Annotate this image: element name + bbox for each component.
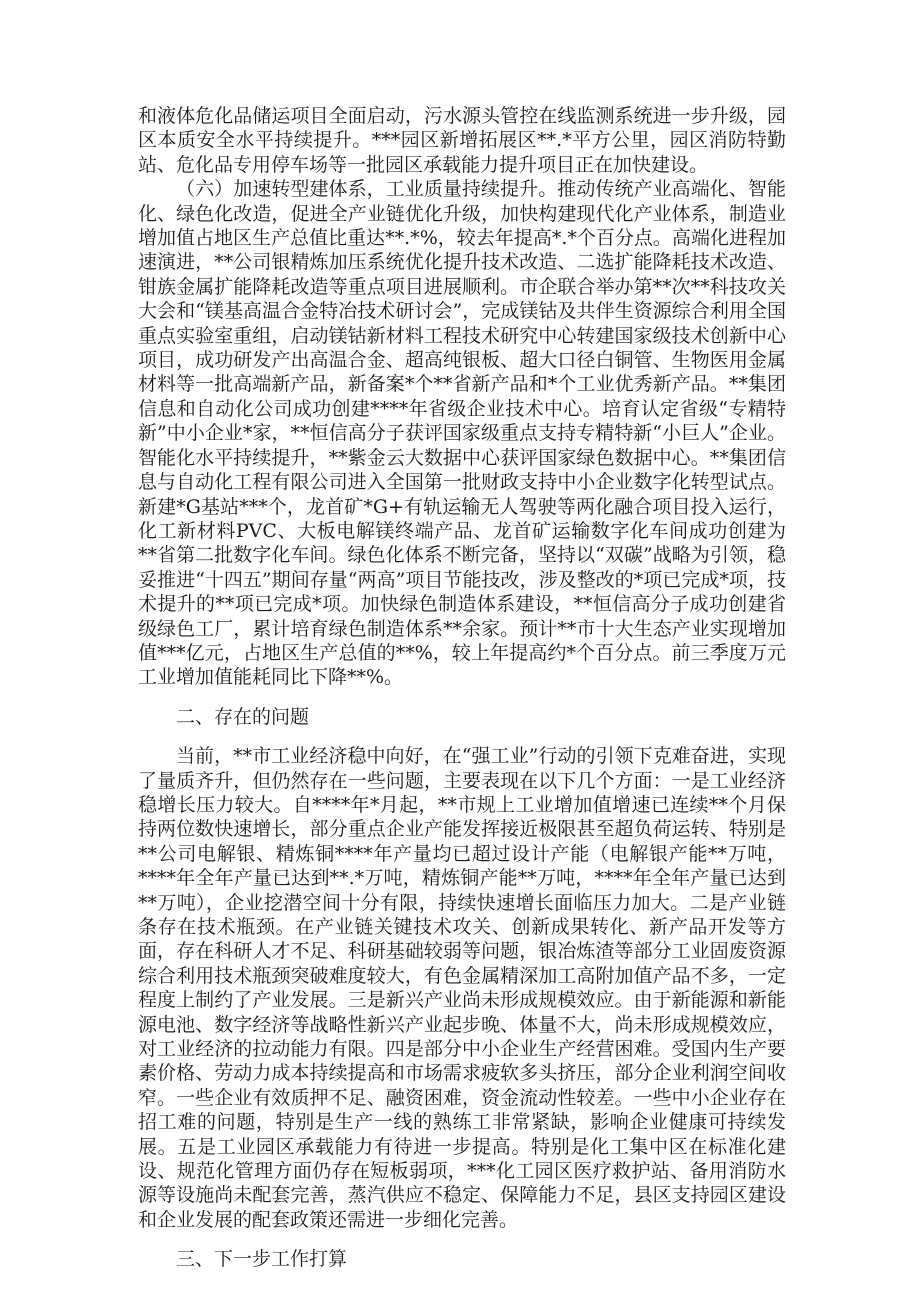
section-six-paragraph: （六）加速转型建体系，工业质量持续提升。推动传统产业高端化、智能化、绿色化改造，促进全产业链优化升级，加快构建现代化产业体系，制造业增加值占地区生产总值比重达**.*%，较去年提高*.*个百分点。高端化进程加速演进，**公司银精炼加压系统优化提升技术改造、二选扩能降耗技术改造、钳族金属扩能降耗改造等重点项目进展顺利。市企联合举办第**次**科技攻关大会和“镁基高温合金特冶技术研讨会”，完成镁钴及共伴生资源综合利用全国重点实验室重组，启动镁钴新材料工程技术研究中心转建国家级技术创新中心项目，成功研发产出高温合金、超高纯银板、超大口径白铜管、生物医用金属材料等一批高端新产品，新备案*个**省新产品和*个工业优秀新产品。**集团信息和自动化公司成功创建****年省级企业技术中心。培育认定省级“专精特新”中小企业*家，**恒信高分子获评国家级重点支持专精特新“小巨人”企业。智能化水平持续提升，**紫金云大数据中心获评国家绿色数据中心。**集团信息与自动化工程有限公司进入全国第一批财政支持中小企业数字化转型试点。新建*G基站***个，龙首矿*G+有轨运输无人驾驶等两化融合项目投入运行，化工新材料PVC、大板电解镁终端产品、龙首矿运输数字化车间成功创建为**省第二批数字化车间。绿色化体系不断完备，坚持以“双碳”战略为引领，稳妥推进“十四五”期间存量“两高”项目节能技改，涉及整改的*项已完成*项，技术提升的**项已完成*项。加快绿色制造体系建设，**恒信高分子成功创建省级绿色工厂，累计培育绿色制造体系**余家。预计**市十大生态产业实现增加值***亿元，占地区生产总值的**%，较上年提高约*个百分点。前三季度万元工业增加值能耗同比下降**%。 (138, 178, 786, 689)
heading-next-steps: 三、下一步工作打算 (176, 1248, 348, 1271)
problems-paragraph: 当前，**市工业经济稳中向好，在“强工业”行动的引领下克难奋进，实现了量质齐升，但仍然存在一些问题，主要表现在以下几个方面：一是工业经济稳增长压力较大。自****年*月起，**市规上工业增加值增速已连续**个月保持两位数快速增长，部分重点企业产能发挥接近极限甚至超负荷运转、特别是**公司电解银、精炼铜****年产量均已超过设计产能（电解银产能**万吨，****年全年产量已达到**.*万吨，精炼铜产能**万吨，****年全年产量已达到**万吨），企业挖潜空间十分有限，持续快速增长面临压力加大。二是产业链条存在技术瓶颈。在产业链关键技术攻关、创新成果转化、新产品开发等方面，存在科研人才不足、科研基础较弱等问题，银冶炼渣等部分工业固废资源综合利用技术瓶颈突破难度较大，有色金属精深加工高附加值产品不多，一定程度上制约了产业发展。三是新兴产业尚未形成规模效应。由于新能源和新能源电池、数字经济等战略性新兴产业起步晚、体量不大，尚未形成规模效应，对工业经济的拉动能力有限。四是部分中小企业生产经营困难。受国内生产要素价格、劳动力成本持续提高和市场需求疲软多头挤压，部分企业利润空间收窄。一些企业有效质押不足、融资困难，资金流动性较差。一些中小企业存在招工难的问题，特别是生产一线的熟练工非常紧缺，影响企业健康可持续发展。五是工业园区承载能力有待进一步提高。特别是化工集中区在标准化建设、规范化管理方面仍存在短板弱项，***化工园区医疗救护站、备用消防水源等设施尚未配套完善，蒸汽供应不稳定、保障能力不足，县区支持园区建设和企业发展的配套政策还需进一步细化完善。 (138, 745, 786, 1231)
document-body (138, 104, 786, 1287)
heading-problems: 二、存在的问题 (176, 705, 310, 728)
intro-paragraph: 和液体危化品储运项目全面启动，污水源头管控在线监测系统进一步升级，园区本质安全水平持续提升。***园区新增拓展区**.*平方公里，园区消防特勤站、危化品专用停车场等一批园区承载能力提升项目正在加快建设。 (138, 105, 786, 176)
